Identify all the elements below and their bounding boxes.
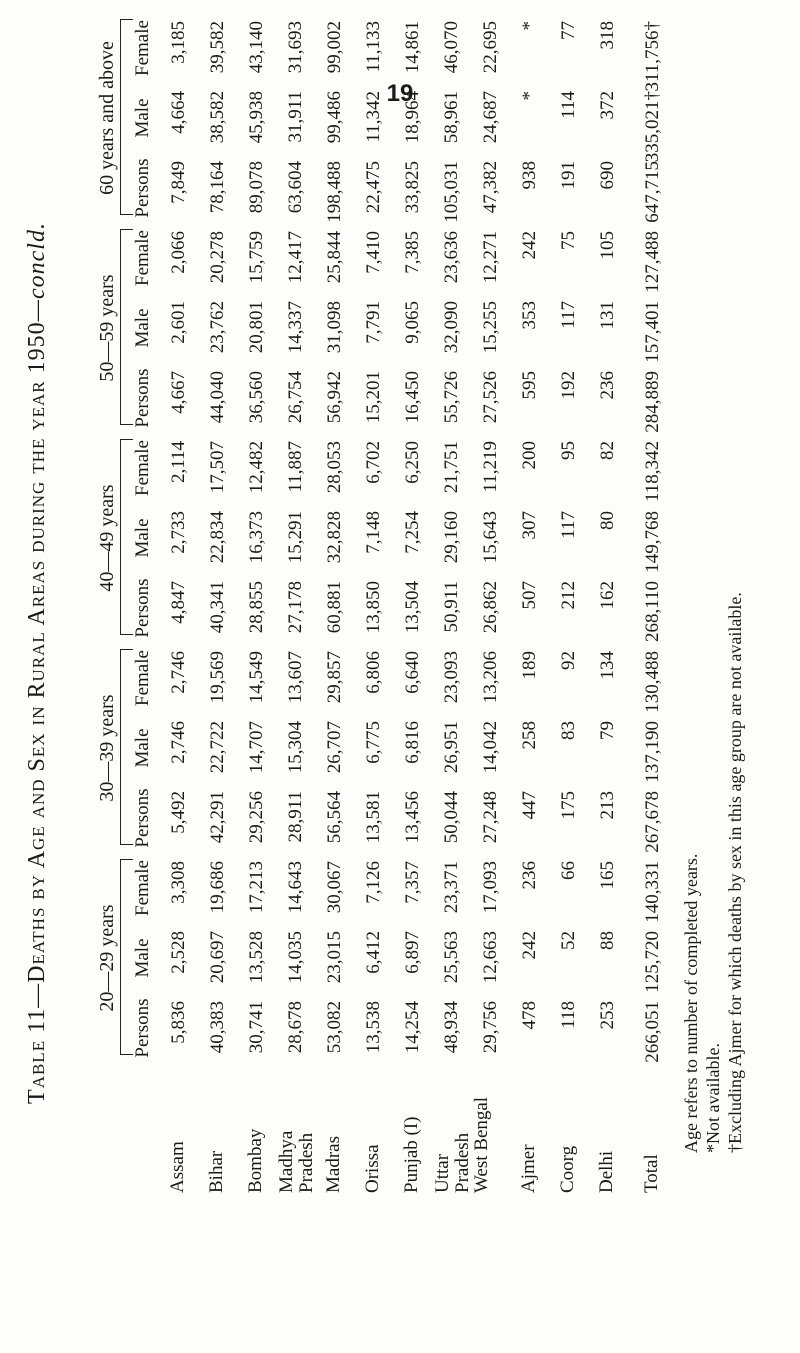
table-cell: 50,911 — [441, 581, 462, 633]
table-cell: 117 — [558, 511, 579, 539]
table-cell: 30,741 — [246, 1001, 267, 1054]
age-group-label: 20—29 years — [96, 904, 118, 1012]
table-cell: 79 — [597, 721, 618, 740]
table-cell: 17,213 — [246, 861, 267, 914]
table-cell: 7,357 — [402, 861, 423, 904]
table-cell: 23,093 — [441, 651, 462, 704]
table-cell: 26,707 — [324, 721, 345, 774]
table-cell: 26,951 — [441, 721, 462, 774]
table-cell: 46,070 — [441, 21, 462, 74]
table-cell: 2,733 — [168, 511, 189, 554]
table-cell: 3,185 — [168, 21, 189, 64]
table-cell: 137,190 — [642, 721, 663, 783]
table-cell: 6,412 — [363, 931, 384, 974]
table-cell: 40,383 — [207, 1001, 228, 1054]
table-cell: 26,862 — [480, 581, 501, 634]
table-cell: 114 — [558, 91, 579, 119]
table-cell: 118 — [558, 1001, 579, 1029]
table-cell: 12,663 — [480, 931, 501, 984]
table-cell: 26,754 — [285, 371, 306, 424]
table-cell: 23,762 — [207, 301, 228, 354]
table-cell: * — [519, 91, 540, 101]
table-row — [160, 0, 200, 1353]
table-cell: 38,582 — [207, 91, 228, 144]
table-cell: 242 — [519, 931, 540, 960]
table-cell: 311,756† — [642, 21, 663, 92]
table-cell: 175 — [558, 791, 579, 820]
table-cell: 3,308 — [168, 861, 189, 904]
table-cell: 43,140 — [246, 21, 267, 74]
table-row — [277, 0, 317, 1353]
table-cell: 66 — [558, 861, 579, 880]
table-cell: 157,401 — [642, 301, 663, 363]
footnote-age: Age refers to number of completed years. — [681, 853, 701, 1153]
table-cell: 20,801 — [246, 301, 267, 354]
table-cell: 13,504 — [402, 581, 423, 634]
table-row — [472, 0, 512, 1353]
table-cell: 690 — [597, 161, 618, 190]
column-header-female: Female — [132, 650, 153, 706]
column-header-male: Male — [132, 518, 153, 558]
table-cell: 27,178 — [285, 581, 306, 634]
table-cell: 191 — [558, 161, 579, 190]
table-cell: 9,065 — [402, 301, 423, 344]
table-cell: 7,410 — [363, 231, 384, 274]
table-cell: 318 — [597, 21, 618, 50]
table-cell: 75 — [558, 231, 579, 250]
table-cell: 4,667 — [168, 371, 189, 414]
table-cell: 11,342 — [363, 91, 384, 143]
table-cell: 15,759 — [246, 231, 267, 284]
table-cell: 15,304 — [285, 721, 306, 774]
table-cell: 118,342 — [642, 441, 663, 503]
table-cell: 14,035 — [285, 931, 306, 984]
table-cell: 2,114 — [168, 441, 189, 484]
column-header-persons: Persons — [132, 368, 153, 428]
table-cell: 7,791 — [363, 301, 384, 344]
table-cell: 307 — [519, 511, 540, 540]
row-label: Uttar Pradesh — [432, 1132, 473, 1193]
table-cell: 19,569 — [207, 651, 228, 704]
column-header-persons: Persons — [132, 998, 153, 1058]
table-cell: 20,697 — [207, 931, 228, 984]
table-cell: 647,715 — [642, 161, 663, 223]
table-cell: 22,834 — [207, 511, 228, 564]
footnote-not-available: *Not available. — [703, 1043, 723, 1153]
table-cell: 266,051 — [642, 1001, 663, 1063]
table-cell: 28,053 — [324, 441, 345, 494]
table-title — [24, 163, 51, 1163]
table-cell: 236 — [519, 861, 540, 890]
table-cell: 7,148 — [363, 511, 384, 554]
table-cell: 447 — [519, 791, 540, 820]
table-cell: 13,538 — [363, 1001, 384, 1054]
table-row — [589, 0, 629, 1353]
table-cell: 30,067 — [324, 861, 345, 914]
table-cell: 11,219 — [480, 441, 501, 493]
row-label: Bombay — [245, 1128, 266, 1193]
table-cell: 21,751 — [441, 441, 462, 494]
table-cell: 6,250 — [402, 441, 423, 484]
table-cell: 83 — [558, 721, 579, 740]
row-label: Punjab (I) — [401, 1116, 422, 1193]
row-label: Total — [641, 1154, 662, 1193]
table-cell: 45,938 — [246, 91, 267, 144]
table-cell: 2,746 — [168, 651, 189, 694]
table-cell: 15,291 — [285, 511, 306, 564]
table-cell: 134 — [597, 651, 618, 680]
table-cell: 82 — [597, 441, 618, 460]
table-row — [394, 0, 434, 1353]
table-cell: 28,911 — [285, 791, 306, 843]
table-cell: 89,078 — [246, 161, 267, 214]
row-label: Ajmer — [518, 1144, 539, 1193]
table-row — [433, 0, 473, 1353]
table-cell: 6,816 — [402, 721, 423, 764]
age-group-label: 50—59 years — [96, 274, 118, 382]
table-cell: 6,806 — [363, 651, 384, 694]
row-label: Delhi — [596, 1150, 617, 1193]
table-cell: 29,160 — [441, 511, 462, 564]
column-header-persons: Persons — [132, 578, 153, 638]
table-cell: 165 — [597, 861, 618, 890]
table-cell: 36,560 — [246, 371, 267, 424]
table-cell: 27,248 — [480, 791, 501, 844]
column-header-persons: Persons — [132, 158, 153, 218]
table-row — [550, 0, 590, 1353]
table-cell: 80 — [597, 511, 618, 530]
table-cell: 60,881 — [324, 581, 345, 634]
table-cell: 13,456 — [402, 791, 423, 844]
table-cell: 28,678 — [285, 1001, 306, 1054]
table-cell: 15,643 — [480, 511, 501, 564]
table-cell: 149,768 — [642, 511, 663, 573]
table-cell: 242 — [519, 231, 540, 260]
table-cell: 50,044 — [441, 791, 462, 844]
table-cell: 14,643 — [285, 861, 306, 914]
table-cell: 13,850 — [363, 581, 384, 634]
column-header-male: Male — [132, 728, 153, 768]
table-cell: 353 — [519, 301, 540, 330]
table-cell: 5,836 — [168, 1001, 189, 1044]
table-row — [199, 0, 239, 1353]
table-cell: 32,828 — [324, 511, 345, 564]
table-cell: 162 — [597, 581, 618, 610]
table-cell: 372 — [597, 91, 618, 120]
column-header-male: Male — [132, 308, 153, 348]
age-group-label: 30—39 years — [96, 694, 118, 802]
table-cell: 44,040 — [207, 371, 228, 424]
table-cell: 6,640 — [402, 651, 423, 694]
table-cell: 48,934 — [441, 1001, 462, 1054]
sex-column-headers — [132, 0, 160, 1353]
table-cell: 14,549 — [246, 651, 267, 704]
table-cell: 6,702 — [363, 441, 384, 484]
column-header-male: Male — [132, 938, 153, 978]
table-cell: 17,507 — [207, 441, 228, 494]
table-cell: 13,581 — [363, 791, 384, 844]
table-cell: 14,254 — [402, 1001, 423, 1054]
table-row — [634, 0, 674, 1353]
column-header-male: Male — [132, 98, 153, 138]
footnotes — [680, 592, 746, 1193]
table-cell: 335,021† — [642, 91, 663, 163]
table-cell: 99,486 — [324, 91, 345, 144]
table-cell: 25,844 — [324, 231, 345, 284]
table-cell: 14,042 — [480, 721, 501, 774]
table-cell: 22,475 — [363, 161, 384, 214]
table-cell: 131 — [597, 301, 618, 330]
table-cell: 117 — [558, 301, 579, 329]
column-header-persons: Persons — [132, 788, 153, 848]
table-cell: 22,695 — [480, 21, 501, 74]
table-cell: 16,450 — [402, 371, 423, 424]
table-cell: 28,855 — [246, 581, 267, 634]
column-header-female: Female — [132, 860, 153, 916]
table-cell: 140,331 — [642, 861, 663, 923]
table-row — [316, 0, 356, 1353]
row-label: West Bengal — [471, 1096, 492, 1193]
table-cell: 56,942 — [324, 371, 345, 424]
row-label: Orissa — [362, 1144, 383, 1193]
table-row — [355, 0, 395, 1353]
table-cell: 20,278 — [207, 231, 228, 284]
table-cell: 7,849 — [168, 161, 189, 204]
table-cell: 14,707 — [246, 721, 267, 774]
table-cell: 11,133 — [363, 21, 384, 73]
table-cell: 189 — [519, 651, 540, 680]
table-cell: 284,889 — [642, 371, 663, 433]
table-cell: 95 — [558, 441, 579, 460]
table-cell: 16,373 — [246, 511, 267, 564]
page-number: 19 — [386, 80, 414, 107]
table-cell: 6,897 — [402, 931, 423, 974]
table-cell: 22,722 — [207, 721, 228, 774]
table-cell: 23,636 — [441, 231, 462, 284]
table-cell: 11,887 — [285, 441, 306, 493]
table-cell: 507 — [519, 581, 540, 610]
table-cell: 55,726 — [441, 371, 462, 424]
column-header-female: Female — [132, 20, 153, 76]
title-prefix: Table 11— — [24, 982, 50, 1104]
table-cell: 127,488 — [642, 231, 663, 293]
table-cell: * — [519, 21, 540, 31]
title-main: Deaths by Age and Sex in Rural Areas during the year 1950 — [24, 321, 50, 983]
table-cell: 213 — [597, 791, 618, 820]
table-cell: 23,015 — [324, 931, 345, 984]
table-cell: 212 — [558, 581, 579, 610]
table-cell: 14,337 — [285, 301, 306, 354]
table-cell: 938 — [519, 161, 540, 190]
table-cell: 33,825 — [402, 161, 423, 214]
table-cell: 31,098 — [324, 301, 345, 354]
age-group-label: 60 years and above — [96, 41, 118, 195]
table-cell: 13,528 — [246, 931, 267, 984]
table-cell: 4,664 — [168, 91, 189, 134]
table-cell: 268,110 — [642, 581, 663, 643]
table-cell: 13,607 — [285, 651, 306, 704]
table-cell: 19,686 — [207, 861, 228, 914]
table-cell: 29,857 — [324, 651, 345, 704]
table-cell: 88 — [597, 931, 618, 950]
table-cell: 31,911 — [285, 91, 306, 143]
table-cell: 32,090 — [441, 301, 462, 354]
table-cell: 198,488 — [324, 161, 345, 223]
table-cell: 258 — [519, 721, 540, 750]
age-group-label: 40—49 years — [96, 484, 118, 592]
table-cell: 2,528 — [168, 931, 189, 974]
table-cell: 47,382 — [480, 161, 501, 214]
table-cell: 130,488 — [642, 651, 663, 713]
table-cell: 2,601 — [168, 301, 189, 344]
table-cell: 7,126 — [363, 861, 384, 904]
table-cell: 7,385 — [402, 231, 423, 274]
table-cell: 253 — [597, 1001, 618, 1030]
table-cell: 31,693 — [285, 21, 306, 74]
column-header-female: Female — [132, 230, 153, 286]
table-cell: 18,964 — [402, 91, 423, 144]
table-cell: 478 — [519, 1001, 540, 1030]
table-cell: 53,082 — [324, 1001, 345, 1054]
table-cell: 25,563 — [441, 931, 462, 984]
table-cell: 29,256 — [246, 791, 267, 844]
table-cell: 267,678 — [642, 791, 663, 853]
table-cell: 40,341 — [207, 581, 228, 634]
table-cell: 23,371 — [441, 861, 462, 914]
table-cell: 105,031 — [441, 161, 462, 223]
table-cell: 12,271 — [480, 231, 501, 284]
table-cell: 7,254 — [402, 511, 423, 554]
table-cell: 14,861 — [402, 21, 423, 74]
table-cell: 78,164 — [207, 161, 228, 214]
table-cell: 12,482 — [246, 441, 267, 494]
table-cell: 27,526 — [480, 371, 501, 424]
title-suffix: —concld. — [24, 222, 50, 322]
table-cell: 58,961 — [441, 91, 462, 144]
table-cell: 15,201 — [363, 371, 384, 424]
row-label: Bihar — [206, 1150, 227, 1193]
table-cell: 125,720 — [642, 931, 663, 993]
row-label: Coorg — [557, 1145, 578, 1193]
table-cell: 39,582 — [207, 21, 228, 74]
table-cell: 29,756 — [480, 1001, 501, 1054]
footnote-ajmer: †Excluding Ajmer for which deaths by sex in this age group are not available. — [725, 592, 745, 1153]
row-label: Assam — [167, 1141, 188, 1193]
table-cell: 2,746 — [168, 721, 189, 764]
table-cell: 4,847 — [168, 581, 189, 624]
table-cell: 200 — [519, 441, 540, 470]
table-row — [238, 0, 278, 1353]
table-cell: 52 — [558, 931, 579, 950]
table-cell: 5,492 — [168, 791, 189, 834]
table-cell: 24,687 — [480, 91, 501, 144]
table-cell: 192 — [558, 371, 579, 400]
table-row — [511, 0, 551, 1353]
table-cell: 15,255 — [480, 301, 501, 354]
table-cell: 56,564 — [324, 791, 345, 844]
table-cell: 92 — [558, 651, 579, 670]
table-cell: 6,775 — [363, 721, 384, 764]
table-cell: 13,206 — [480, 651, 501, 704]
column-header-female: Female — [132, 440, 153, 496]
table-cell: 42,291 — [207, 791, 228, 844]
table-cell: 63,604 — [285, 161, 306, 214]
row-label: Madras — [323, 1136, 344, 1193]
table-cell: 99,002 — [324, 21, 345, 74]
table-cell: 17,093 — [480, 861, 501, 914]
table-cell: 2,066 — [168, 231, 189, 274]
table-cell: 236 — [597, 371, 618, 400]
table-cell: 595 — [519, 371, 540, 400]
row-label: Madhya Pradesh — [276, 1130, 317, 1193]
table-cell: 105 — [597, 231, 618, 260]
table-cell: 77 — [558, 21, 579, 40]
table-cell: 12,417 — [285, 231, 306, 284]
